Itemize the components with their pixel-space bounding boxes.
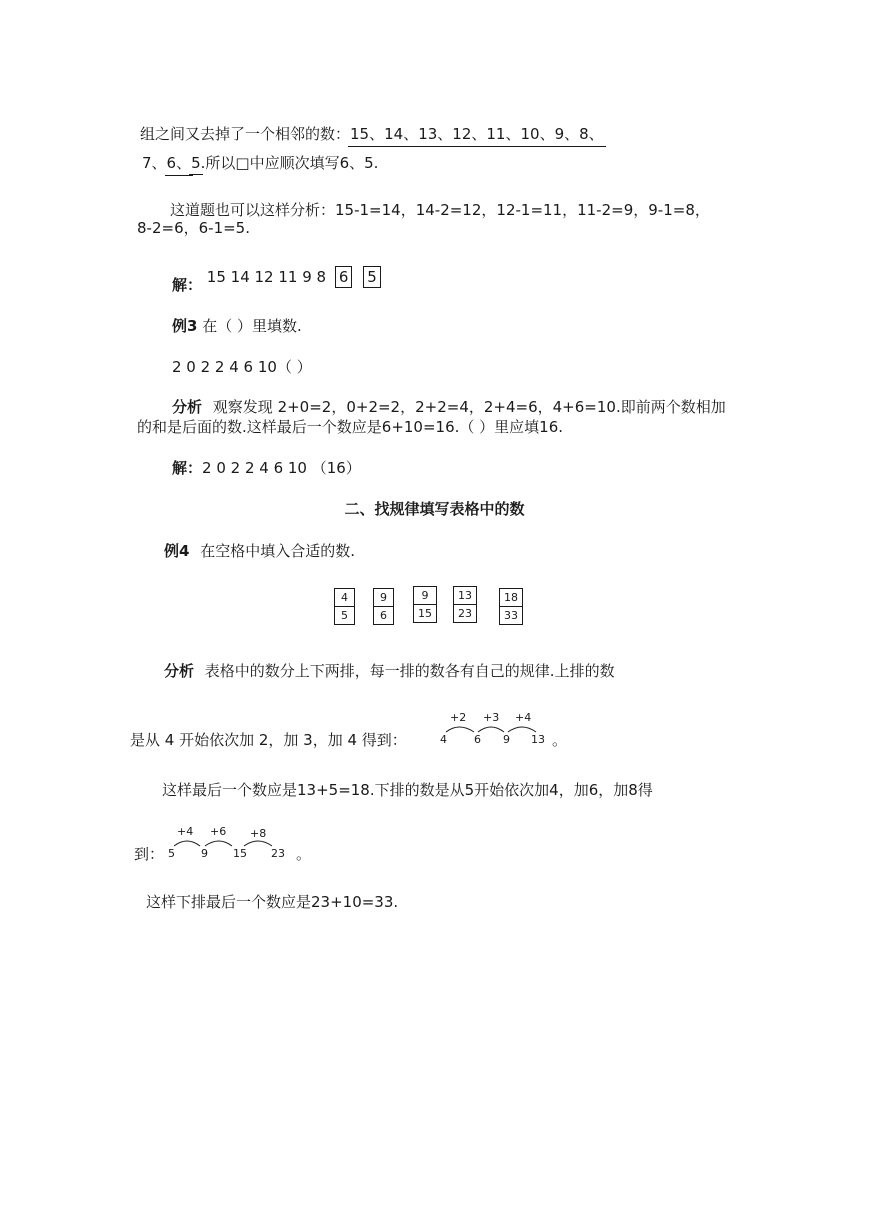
analysis-text: 表格中的数分上下两排，每一排的数各有自己的规律.上排的数 xyxy=(204,662,615,680)
seq-item: 11、 xyxy=(486,125,521,143)
bottom-seq-arcs xyxy=(172,836,292,848)
seq-num: 23 xyxy=(271,847,285,860)
example-label: 例3 xyxy=(172,317,198,335)
table-cell-bottom: 33 xyxy=(504,609,518,622)
seq-num: 13 xyxy=(531,733,545,746)
seq-item: 9、 xyxy=(554,125,580,143)
para1-suffix: .所以□中应顺次填写6、5. xyxy=(200,154,379,172)
para2-line2: 8-2=6，6-1=5. xyxy=(137,219,250,237)
table-cell-bottom: 23 xyxy=(458,607,472,620)
table-cell-top: 4 xyxy=(335,589,354,607)
seq-num: 9 xyxy=(503,733,510,746)
example-text: 在空格中填入合适的数. xyxy=(200,542,355,560)
seq-item: 6、 xyxy=(166,154,192,172)
solution-seq: 15 14 12 11 9 8 xyxy=(206,268,327,286)
para1-line1 xyxy=(140,123,604,144)
table-column xyxy=(413,586,437,623)
section-title: 二、找规律填写表格中的数 xyxy=(344,500,525,518)
analysis-label: 分析 xyxy=(172,398,203,416)
para1-prefix: 组之间又去掉了一个相邻的数： xyxy=(140,125,351,143)
table-cell-bottom: 6 xyxy=(380,609,387,622)
line-a-text: 是从 4 开始依次加 2，加 3，加 4 得到： xyxy=(130,731,407,749)
solution-text: 2 0 2 2 4 6 10 （16） xyxy=(202,459,361,477)
seq-inc: +4 xyxy=(177,825,194,838)
table-column xyxy=(373,588,394,625)
table-cell-top: 9 xyxy=(414,587,436,605)
seq-inc: +6 xyxy=(210,825,227,838)
example-3-solution xyxy=(172,457,361,478)
line-c-suffix: 。 xyxy=(296,845,312,863)
table-cell-top: 13 xyxy=(454,587,476,605)
conclusion: 这样下排最后一个数应是23+10=33. xyxy=(146,893,399,911)
seq-item: 7、 xyxy=(142,154,167,172)
example-label: 例4 xyxy=(164,542,190,560)
solution-1 xyxy=(172,266,381,294)
seq-num: 4 xyxy=(440,733,447,746)
seq-item: 8、 xyxy=(579,125,604,143)
table-cell-bottom: 15 xyxy=(418,607,432,620)
para1-line2 xyxy=(142,152,378,173)
table-column xyxy=(334,588,355,625)
table-column xyxy=(453,586,477,623)
seq-item: 5 xyxy=(191,154,201,172)
table-cell-top: 18 xyxy=(500,589,522,607)
example-3-header xyxy=(172,315,302,336)
seq-num: 6 xyxy=(474,733,481,746)
answer-box: 5 xyxy=(363,266,381,288)
seq-num: 9 xyxy=(201,847,208,860)
example-3-analysis-line2: 的和是后面的数.这样最后一个数应是6+10=16.（ ）里应填16. xyxy=(137,418,564,436)
seq-item: 10、 xyxy=(520,125,555,143)
table-column xyxy=(499,588,523,625)
seq-item: 14、 xyxy=(384,125,419,143)
solution-label: 解： xyxy=(172,276,203,294)
line-b: 这样最后一个数应是13+5=18.下排的数是从5开始依次加4，加6，加8得 xyxy=(162,781,653,799)
answer-box: 6 xyxy=(335,266,353,288)
seq-item: 15、 xyxy=(350,125,385,143)
seq-num: 15 xyxy=(233,847,247,860)
seq-num: 5 xyxy=(168,847,175,860)
seq-item: 12、 xyxy=(452,125,487,143)
seq-inc: +3 xyxy=(483,711,500,724)
top-seq-arcs xyxy=(444,722,544,734)
solution-label: 解： xyxy=(172,459,203,477)
table-cell-bottom: 5 xyxy=(341,609,348,622)
table-cell-top: 9 xyxy=(374,589,393,607)
example-3-analysis-line1 xyxy=(172,396,726,417)
seq-inc: +8 xyxy=(250,827,267,840)
analysis-text: 观察发现 2+0=2，0+2=2，2+2=4，2+4=6，4+6=10.即前两个数相加 xyxy=(212,398,726,416)
analysis-label: 分析 xyxy=(164,662,195,680)
example-4-header xyxy=(164,540,355,561)
example-4-analysis xyxy=(164,660,615,681)
line-a-suffix: 。 xyxy=(552,731,568,749)
seq-item: 13、 xyxy=(418,125,453,143)
seq-inc: +4 xyxy=(515,711,532,724)
example-3-seq: 2 0 2 2 4 6 10（ ） xyxy=(172,358,312,376)
seq-inc: +2 xyxy=(450,711,467,724)
line-c-text: 到： xyxy=(134,845,165,863)
para2-line1: 这道题也可以这样分析：15-1=14，14-2=12，12-1=11，11-2=9，9-1=8， xyxy=(170,201,710,219)
example-text: 在（ ）里填数. xyxy=(202,317,302,335)
